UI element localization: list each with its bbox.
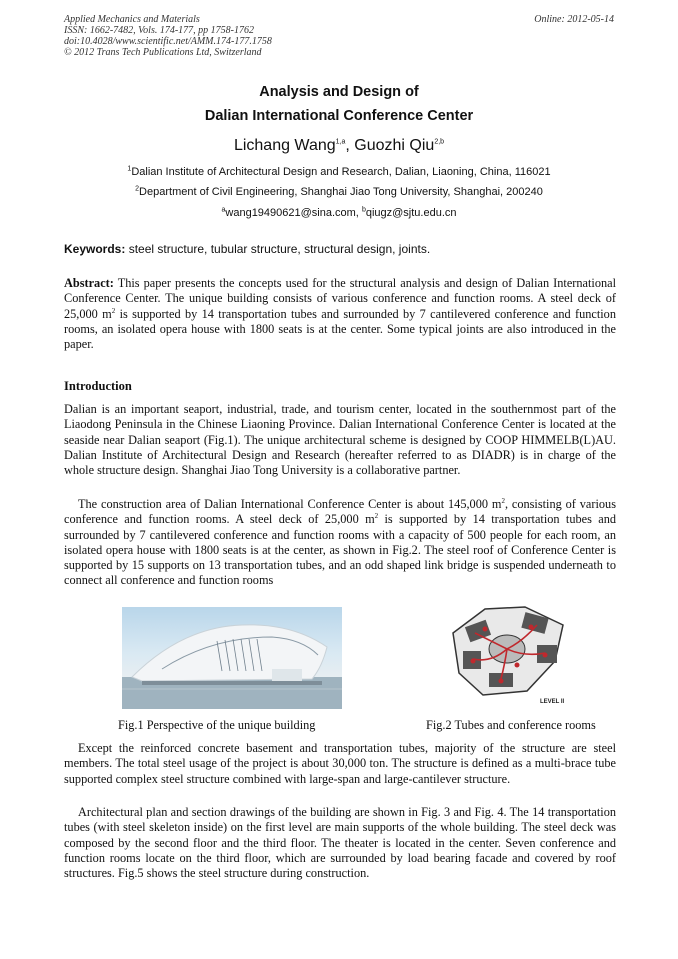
intro-paragraph-4: Architectural plan and section drawings of the building are shown in Fig. 3 and Fig. 4. The 14 transportation tubes (with steel skeleton inside) on the first level are main supports of the whole building. The steel deck was composed by the second floor and the third floor. The theater is located in the center. Seven conference and function rooms locate on the third floor, which are surrounded by load bearing facade and covered by roof structures. Fig.5 shows the steel structure during construction. [64,805,616,881]
affiliation-1-sup: 1 [127,165,132,173]
figure-1-caption: Fig.1 Perspective of the unique building [118,718,316,732]
email-b-sup: b [361,206,366,214]
affiliation-2-text: Department of Civil Engineering, Shanghai Jiao Tong University, Shanghai, 200240 [139,186,543,198]
abstract-label: Abstract: [64,276,114,290]
section-heading-introduction: Introduction [64,379,132,393]
abstract-text-2: is supported by 14 transportation tubes and surrounded by 7 cantilevered conference and function rooms, an isolated opera house with 1800 seats is at the center. Some typical joints are also introduced in the paper. [64,306,616,352]
author-2-name: Guozhi Qiu [354,137,435,154]
intro-p2-text-c: is supported by 14 transportation tubes and surrounded by 7 cantilevered conference and function rooms with a capacity of 500 people for each room, an isolated opera house with 1800 seats is at the center, as shown in Fig.2. The steel roof of Conference Center is supported by 15 supports on 13 transportation tubes, and an odd shaped link bridge is suspended underneath to connect all conference and function rooms [64,512,616,588]
figure-2-level-label: LEVEL II [540,699,565,705]
figure-1-building-image [122,607,342,709]
authors: Lichang Wang$^{1,a}$, Guozhi Qiu$^{2,b}$ [233,137,445,154]
author-1-sup: 1,a [335,138,346,146]
intro-paragraph-1: Dalian is an important seaport, industrial, trade, and tourism center, located in the southernmost part of the Liaodong Peninsula in the Chinese Liaoning Province. Dalian International Conference Center is located at the seaside near Dalian seaport (Fig.1). The unique architectural scheme is designed by COOP HIMMELB(L)AU. Dalian Institute of Architectural Design and Research (hereafter referred to as DIADR) is in charge of the whole structure design. Shanghai Jiao Tong University is a collaborative partner. [64,402,616,478]
doi-line: doi:10.4028/www.scientific.net/AMM.174-177.1758 [64,36,272,47]
intro-p2-text-b: , consisting of various conference and function rooms. A steel deck of 25,000 m [64,497,616,527]
intro-p2-sup-2: 2 [374,512,379,521]
author-1-name: Lichang Wang [233,137,336,154]
figure-2-caption: Fig.2 Tubes and conference rooms [426,718,596,732]
issn-line: ISSN: 1662-7482, Vols. 174-177, pp 1758-1762 [64,25,254,36]
affiliation-1-text: Dalian Institute of Architectural Design and Research, Dalian, Liaoning, China, 116021 [131,166,551,178]
journal-header [64,14,272,58]
intro-paragraph-3: Except the reinforced concrete basement and transportation tubes, majority of the structure are steel members. The total steel usage of the project is about 30,000 ton. The structure is defined as a multi-brace tube supported complex steel structure combined with large-span and large-cantilever structure. [64,741,616,786]
author-emails [0,207,678,219]
journal-name: Applied Mechanics and Materials [64,14,200,25]
paper-title-line-2: Dalian International Conference Center [204,108,474,124]
affiliation-1 [0,166,678,178]
affiliation-2 [0,186,678,198]
keywords [64,242,616,256]
email-a-sup: a [221,206,226,214]
email-a[interactable]: wang19490621@sina.com, [225,207,359,219]
intro-p2-sup-1: 2 [501,496,505,505]
keywords-label: Keywords: [64,242,126,256]
affiliation-2-sup: 2 [135,185,140,193]
intro-p2-text-a: The construction area of Dalian International Conference Center is about 145,000 m [78,497,502,511]
abstract-text-1: This paper presents the concepts used for the structural analysis and design of Dalian International Conference Center. The unique building consists of various conference and function rooms. A steel deck of 25,000 m [64,276,616,321]
email-b[interactable]: qiugz@sjtu.edu.cn [365,207,457,219]
online-date: Online: 2012-05-14 [534,14,614,25]
author-2-sup: 2,b [434,138,445,146]
intro-paragraph-2 [64,497,616,589]
abstract [64,276,616,352]
copyright-line: © 2012 Trans Tech Publications Ltd, Switzerland [64,47,262,58]
keywords-text: steel structure, tubular structure, structural design, joints. [125,242,431,256]
abstract-sup: 2 [111,306,116,315]
figure-2-plan-diagram [445,603,580,708]
paper-title-line-1: Analysis and Design of [259,84,419,100]
